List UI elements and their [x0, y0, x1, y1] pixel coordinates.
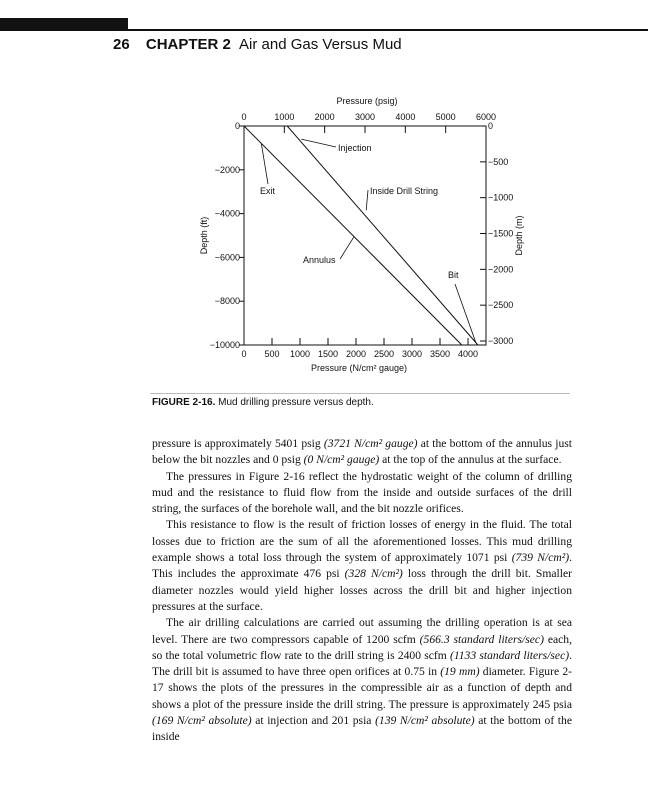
right-axis-label: Depth (m) — [514, 215, 524, 256]
annulus-label: Annulus — [303, 255, 336, 265]
text-run: at the bottom of the annulus just below the bit nozzles and 0 psig — [152, 437, 572, 467]
italic-run: (19 mm) — [440, 665, 480, 679]
paragraph — [152, 469, 572, 518]
italic-run: (139 N/cm² absolute) — [375, 714, 475, 728]
top-tick-label: 0 — [241, 112, 247, 122]
right-tick-label: −1500 — [488, 228, 514, 239]
bottom-tick-label: 1000 — [289, 349, 311, 359]
text-run: The air drilling calculations are carried out assuming the drilling operation is at sea level. There are two compressors capable of 1200 scfm — [152, 616, 572, 646]
right-tick-label: −3000 — [488, 336, 514, 346]
caption-label: FIGURE 2-16. — [152, 397, 216, 408]
top-tick-label: 3000 — [354, 112, 376, 122]
annulus-leader — [340, 237, 354, 259]
top-tick-label: 1000 — [274, 112, 295, 122]
left-tick-label: 0 — [234, 121, 240, 131]
bit-leader — [455, 284, 476, 343]
text-run: at injection and 201 psia — [251, 714, 376, 728]
paragraph — [152, 615, 572, 745]
exit-label: Exit — [260, 186, 276, 196]
italic-run: (169 N/cm² absolute) — [152, 714, 252, 728]
text-run: at the top of the annulus at the surface. — [379, 453, 562, 467]
right-tick-label: −1000 — [488, 192, 514, 203]
text-run: This resistance to flow is the result of friction losses of energy in the fluid. The total losses due to friction are the sum of all the aforementioned losses. This mud drilling example shows a total loss through the system of approximately 1071 psi — [152, 518, 572, 565]
top-tick-label: 5000 — [435, 112, 456, 122]
italic-run: (3721 N/cm² gauge) — [323, 437, 418, 450]
annulus-line — [244, 126, 462, 345]
left-tick-label: −6000 — [214, 252, 240, 263]
italic-run: (1133 standard liters/sec) — [449, 648, 570, 662]
text-run: . The drill bit is assumed to have three open orifices at 0.75 in — [152, 648, 572, 679]
right-tick-label: −2500 — [488, 300, 514, 311]
left-tick-label: −8000 — [214, 296, 240, 307]
caption-rule — [150, 393, 570, 394]
text-run: at the bottom of the inside — [152, 714, 572, 744]
bottom-tick-label: 3000 — [401, 349, 423, 359]
right-tick-label: −2000 — [488, 264, 514, 275]
bottom-tick-label: 1500 — [317, 349, 339, 359]
chapter-label: CHAPTER 2 — [145, 36, 231, 53]
chart-annotations — [260, 139, 476, 343]
text-run: . This includes the approximate 476 psi — [152, 551, 572, 581]
bottom-tick-label: 3500 — [429, 349, 451, 359]
right-tick-label: −500 — [488, 156, 509, 167]
top-axis-label: Pressure (psig) — [336, 96, 398, 106]
bottom-tick-label: 2500 — [373, 349, 395, 359]
paragraph — [152, 436, 572, 469]
top-tick-label: 2000 — [314, 112, 335, 122]
text-run: loss through the drill bit. Smaller diameter nozzles would yield higher losses across the drill bit and higher injection pressures at the surface. — [152, 567, 572, 613]
text-run: The pressures in Figure 2-16 reflect the hydrostatic weight of the column of drilling mud and the resistance to fluid flow from the inside and outside surfaces of the drill string, the surfaces of the borehole wall, and the bit nozzle orifices. — [152, 469, 572, 516]
italic-run: (0 N/cm² gauge) — [303, 453, 380, 467]
text-run: each, so the total volumetric flow rate to the drill string is 2400 scfm — [152, 632, 572, 662]
injection-label: Injection — [338, 143, 372, 153]
right-tick-label: 0 — [488, 121, 494, 131]
text-run: pressure is approximately 5401 psig — [152, 437, 324, 450]
bottom-tick-label: 4000 — [457, 349, 479, 359]
bottom-axis-label: Pressure (N/cm² gauge) — [310, 363, 408, 373]
text-run: diameter. Figure 2-17 shows the plots of the pressures in the compressible air as a function of depth and shows a plot of the pressure inside the drill string. The pressure is approximately 245 psia — [152, 665, 572, 711]
figure-caption — [152, 397, 374, 408]
left-tick-label: −4000 — [214, 208, 240, 219]
italic-run: (739 N/cm²) — [511, 551, 570, 565]
caption-text: Mud drilling pressure versus depth. — [218, 397, 374, 408]
bottom-tick-label: 2000 — [345, 349, 367, 359]
bottom-tick-label: 0 — [241, 349, 247, 359]
chart-axes — [199, 96, 524, 373]
top-tick-label: 4000 — [395, 112, 416, 122]
body-text — [152, 436, 572, 746]
left-tick-label: −10000 — [209, 340, 240, 350]
inside-label: Inside Drill String — [370, 186, 439, 196]
page-number: 26 — [113, 36, 130, 53]
inside-drill-string-line — [287, 126, 478, 345]
italic-run: (566.3 standard liters/sec) — [419, 632, 544, 646]
chapter-title: Air and Gas Versus Mud — [239, 36, 402, 53]
top-tick-label: 6000 — [475, 112, 497, 122]
chart-series — [244, 126, 478, 345]
left-tick-label: −2000 — [214, 164, 240, 175]
paragraph — [152, 517, 572, 615]
bottom-tick-label: 500 — [264, 349, 280, 359]
injection-leader — [301, 139, 336, 147]
left-axis-label: Depth (ft) — [199, 216, 209, 255]
italic-run: (328 N/cm²) — [344, 567, 403, 581]
bit-label: Bit — [448, 270, 459, 280]
inside-leader — [366, 190, 368, 210]
